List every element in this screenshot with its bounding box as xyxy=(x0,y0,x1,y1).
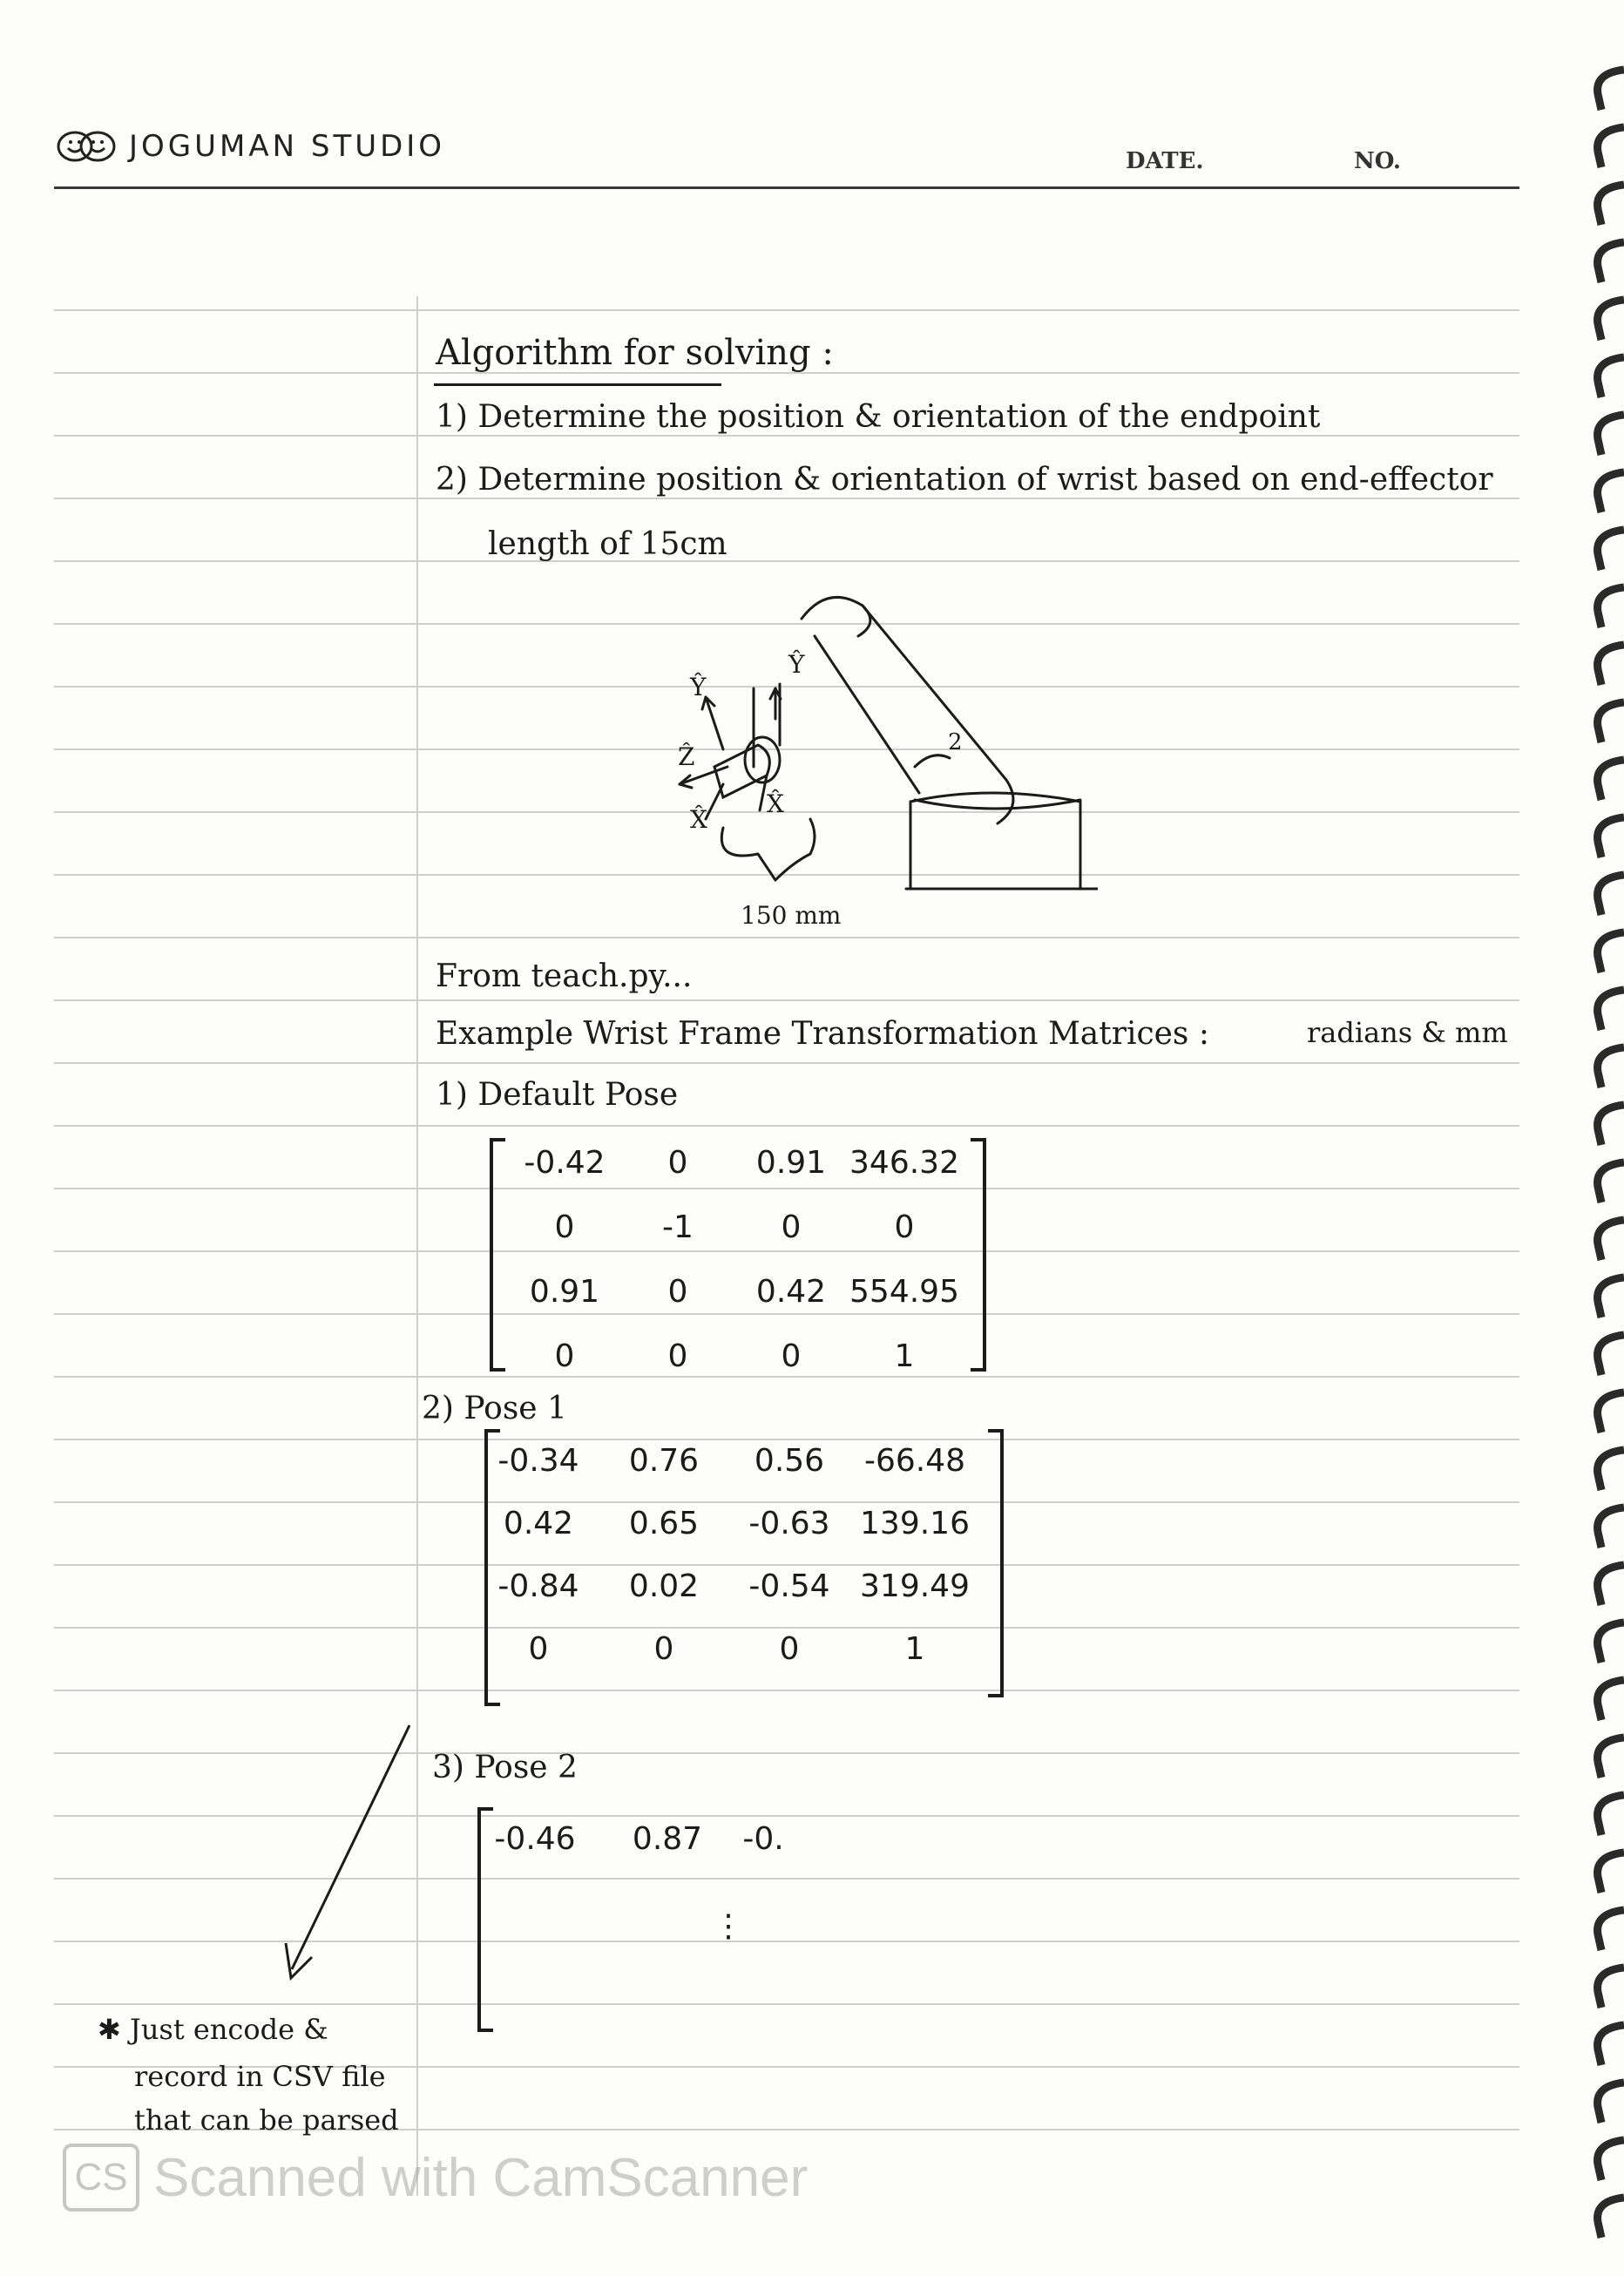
matrix-cell: -0.34 xyxy=(497,1443,579,1479)
camscanner-watermark xyxy=(63,2144,808,2212)
spiral-loop xyxy=(1598,1335,1624,1375)
ruled-line xyxy=(54,1188,1519,1189)
spiral-loop xyxy=(1598,1105,1624,1145)
matrix-default-right-bracket xyxy=(971,1138,986,1372)
axis-label-y1: Ŷ xyxy=(690,673,707,701)
smiley-logo-icon xyxy=(56,129,117,164)
matrix-cell: -0.63 xyxy=(748,1506,830,1541)
spiral-loop xyxy=(1598,875,1624,915)
matrix-cell: 0 xyxy=(554,1338,575,1374)
spiral-loop xyxy=(1598,1910,1624,1950)
spiral-loop xyxy=(1598,185,1624,225)
note-line-3: that can be parsed xyxy=(134,2103,399,2137)
header-rule xyxy=(54,186,1519,189)
matrix-cell: 1 xyxy=(904,1631,925,1667)
ruled-line xyxy=(54,1062,1519,1064)
source-note: From teach.py... xyxy=(436,958,693,994)
camscanner-logo-icon: CS xyxy=(63,2144,139,2212)
spiral-loop xyxy=(1598,1507,1624,1548)
matrix-cell: 0.56 xyxy=(754,1443,825,1479)
date-label: DATE. xyxy=(1126,148,1204,174)
matrix-cell: 0.65 xyxy=(628,1506,700,1541)
matrix-cell: 0.42 xyxy=(503,1506,574,1541)
spiral-loop xyxy=(1598,1565,1624,1605)
axis-label-z: Ẑ xyxy=(678,742,695,771)
matrix-cell: 0 xyxy=(667,1145,688,1181)
ruled-line xyxy=(54,1313,1519,1315)
matrix-cell: 0 xyxy=(528,1631,549,1667)
spiral-loop xyxy=(1598,760,1624,800)
matrix-cell: 0.91 xyxy=(755,1145,827,1181)
axis-label-x2: X̂ xyxy=(767,789,784,818)
robot-arm-sketch xyxy=(627,566,1098,950)
spiral-loop xyxy=(1598,1392,1624,1433)
matrix-cell: -66.48 xyxy=(863,1443,966,1479)
spiral-loop xyxy=(1598,415,1624,455)
matrix-cell: 0 xyxy=(894,1209,915,1245)
spiral-loop xyxy=(1598,1047,1624,1087)
ruled-line xyxy=(54,1250,1519,1252)
examples-heading: Example Wrist Frame Transformation Matrices : xyxy=(436,1016,1209,1052)
pose2-cell: 0.87 xyxy=(632,1821,703,1857)
algorithm-step-2: 2) Determine position & orientation of wrist based on end-effector xyxy=(436,462,1493,498)
joint-label: 2 xyxy=(948,729,963,755)
note-line-2: record in CSV file xyxy=(134,2060,386,2093)
spiral-loop xyxy=(1598,1680,1624,1720)
ruled-line xyxy=(54,498,1519,499)
spiral-loop xyxy=(1598,702,1624,742)
axis-label-x1: X̂ xyxy=(690,805,707,834)
units-note: radians & mm xyxy=(1307,1016,1508,1049)
matrix-cell: 0.76 xyxy=(628,1443,700,1479)
matrix-pose1-right-bracket xyxy=(988,1429,1004,1697)
watermark-text: Scanned with CamScanner xyxy=(153,2147,809,2208)
matrix-cell: 319.49 xyxy=(860,1568,970,1604)
ruled-line xyxy=(54,1125,1519,1127)
ruled-line xyxy=(54,1564,1519,1566)
matrix-cell: 1 xyxy=(894,1338,915,1374)
spiral-loop xyxy=(1598,1162,1624,1202)
spiral-loop xyxy=(1598,472,1624,512)
spiral-loop xyxy=(1598,2083,1624,2123)
matrix-cell: 0 xyxy=(667,1338,688,1374)
matrix-cell: -0.54 xyxy=(748,1568,830,1604)
spiral-loop xyxy=(1598,1968,1624,2008)
spiral-loop xyxy=(1598,990,1624,1030)
matrix-cell: 0 xyxy=(781,1209,802,1245)
ruled-line xyxy=(54,560,1519,562)
pose2-cell: -0.46 xyxy=(494,1821,576,1857)
brand-name: JOGUMAN STUDIO xyxy=(129,129,446,164)
spiral-loop xyxy=(1598,127,1624,167)
spiral-loop xyxy=(1598,645,1624,685)
matrix-cell: -1 xyxy=(662,1209,694,1245)
ruled-line xyxy=(54,309,1519,311)
algorithm-step-2-cont: length of 15cm xyxy=(488,526,727,562)
spiral-loop xyxy=(1598,2025,1624,2065)
matrix-cell: 0.02 xyxy=(628,1568,700,1604)
axis-label-y2: Ŷ xyxy=(788,650,805,679)
spiral-loop xyxy=(1598,1450,1624,1490)
spiral-loop xyxy=(1598,932,1624,972)
ruled-line xyxy=(54,1690,1519,1691)
matrix-cell: 346.32 xyxy=(849,1145,959,1181)
spiral-loop xyxy=(1598,1737,1624,1778)
matrix-cell: 554.95 xyxy=(849,1274,959,1310)
spiral-loop xyxy=(1598,1277,1624,1318)
ruled-line xyxy=(54,999,1519,1001)
ruled-line xyxy=(54,1376,1519,1378)
spiral-loop xyxy=(1598,1795,1624,1835)
ruled-line xyxy=(54,1501,1519,1503)
spiral-loop xyxy=(1598,817,1624,857)
number-label: NO. xyxy=(1354,148,1401,174)
note-arrow-icon xyxy=(261,1717,436,2004)
title-underline xyxy=(434,383,721,386)
pose2-cell: -0. xyxy=(742,1821,784,1857)
matrix-cell: 0 xyxy=(653,1631,674,1667)
spiral-loop xyxy=(1598,2198,1624,2238)
matrix-cell: 0 xyxy=(779,1631,800,1667)
matrix-cell: 0 xyxy=(554,1209,575,1245)
pose-1-label: 2) Pose 1 xyxy=(422,1391,567,1426)
matrix-cell: 0 xyxy=(781,1338,802,1374)
spiral-loop xyxy=(1598,1220,1624,1260)
spiral-loop xyxy=(1598,1622,1624,1663)
spiral-binding xyxy=(1589,35,1624,2266)
algorithm-title: Algorithm for solving : xyxy=(436,333,834,373)
matrix-cell: 139.16 xyxy=(860,1506,970,1541)
ruled-line xyxy=(54,1439,1519,1440)
matrix-cell: 0.91 xyxy=(529,1274,600,1310)
brand-header xyxy=(56,129,445,164)
ellipsis: ⋮ xyxy=(713,1908,744,1944)
matrix-cell: 0 xyxy=(667,1274,688,1310)
spiral-loop xyxy=(1598,357,1624,397)
spiral-loop xyxy=(1598,2140,1624,2180)
pose-default-label: 1) Default Pose xyxy=(436,1077,679,1113)
matrix-cell: -0.84 xyxy=(497,1568,579,1604)
matrix-cell: 0.42 xyxy=(755,1274,827,1310)
spiral-loop xyxy=(1598,587,1624,627)
dimension-label: 150 mm xyxy=(741,901,842,930)
ruled-line xyxy=(54,435,1519,437)
spiral-loop xyxy=(1598,300,1624,340)
spiral-loop xyxy=(1598,1853,1624,1893)
spiral-loop xyxy=(1598,242,1624,282)
pose-2-label: 3) Pose 2 xyxy=(432,1750,578,1785)
spiral-loop xyxy=(1598,70,1624,110)
spiral-loop xyxy=(1598,530,1624,570)
matrix-cell: -0.42 xyxy=(524,1145,606,1181)
algorithm-step-1: 1) Determine the position & orientation of the endpoint xyxy=(436,399,1321,435)
ruled-line xyxy=(54,1627,1519,1629)
note-line-1: ✱ Just encode & xyxy=(98,2013,328,2046)
